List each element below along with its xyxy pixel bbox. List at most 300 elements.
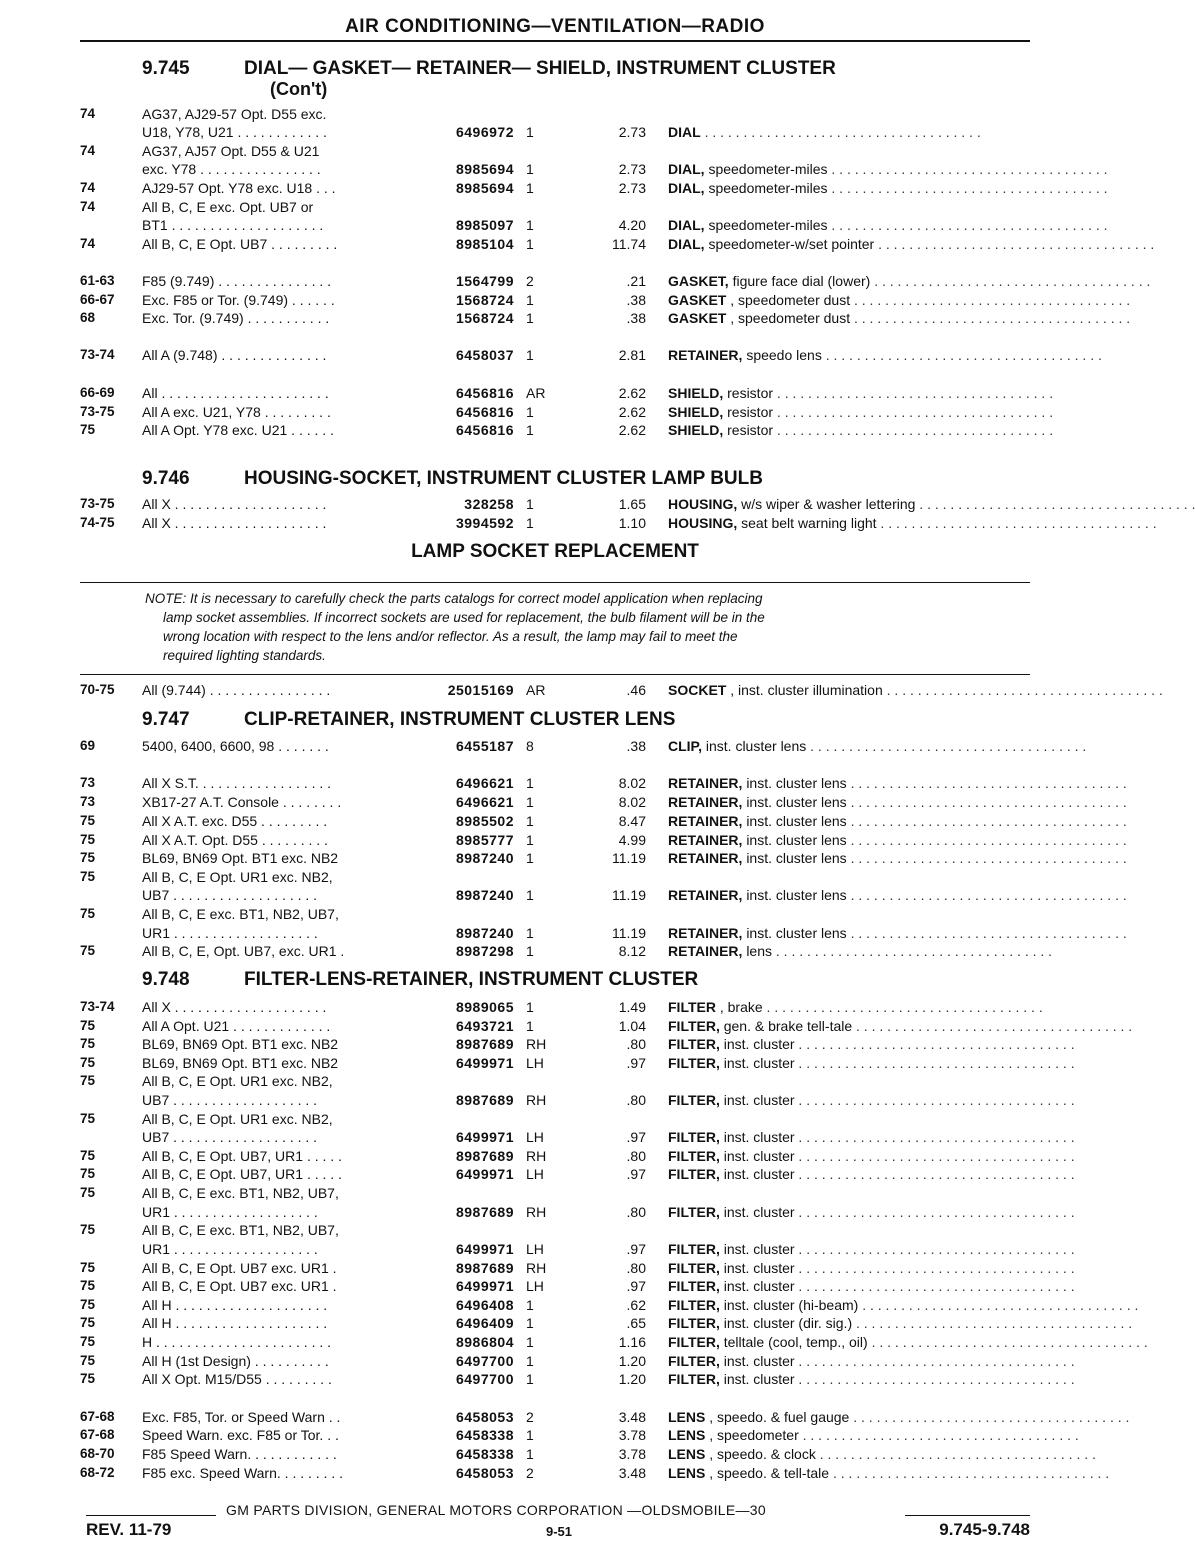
dot-leader: . . . . . . . . . . . . . . . . . . . . . . . . . . . . . . . . . . . . <box>794 1204 1075 1220</box>
footer-rule-right <box>905 1515 1030 1516</box>
price-cell: 8.02 <box>618 775 646 791</box>
price-cell: .62 <box>626 1297 646 1313</box>
dot-leader: . . . . . . . . . . . . . . . . . . . . . . . . . . . . . . . . . . . . <box>762 999 1043 1015</box>
application-cell: All A Opt. Y78 exc. U21 . . . . . . <box>142 422 334 438</box>
application-cell: 5400, 6400, 6600, 98 . . . . . . . <box>142 738 329 754</box>
part-detail: inst. cluster lens <box>746 925 847 941</box>
part-name: SHIELD, <box>668 385 724 401</box>
part-number-cell: 6455187 <box>455 738 514 754</box>
part-number-cell: 6458037 <box>455 347 514 363</box>
table-row <box>80 1185 1030 1204</box>
quantity-cell: 1 <box>526 794 534 810</box>
table-row <box>80 1111 1030 1130</box>
table-row <box>80 1446 1096 1465</box>
year-cell: 75 <box>80 1018 96 1033</box>
part-number-cell: 6496621 <box>455 794 514 810</box>
table-row <box>80 869 1030 888</box>
section-heading: DIAL— GASKET— RETAINER— SHIELD, INSTRUMENT CLUSTER <box>244 58 836 79</box>
table-row <box>80 404 1054 423</box>
dot-leader: . . . . . . . . . . . . . . . . . . . . . . . . . . . . . . . . . . . . <box>915 496 1195 512</box>
section-9745-continued: (Con't) <box>270 79 328 99</box>
price-cell: 11.19 <box>612 887 646 903</box>
price-cell: .97 <box>626 1278 646 1294</box>
table-row <box>80 1297 1139 1316</box>
dot-leader: . . . . . . . . . . . . . . . . . . . . . . . . . . . . . . . . . . . . <box>794 1353 1075 1369</box>
part-detail: inst. cluster lens <box>746 813 847 829</box>
table-row <box>80 1353 1075 1372</box>
year-cell: 75 <box>80 1166 96 1181</box>
note-bottom-rule <box>80 674 1030 675</box>
table-row <box>80 1148 1075 1167</box>
part-number-cell: 8987689 <box>455 1092 514 1108</box>
description-cell <box>668 832 1127 848</box>
description-cell <box>668 1166 1075 1182</box>
dot-leader: . . . . . . . . . . . . . . . . . . . . . . . . . . . . . . . . . . . . <box>858 1297 1139 1313</box>
table-row <box>80 1073 1030 1092</box>
quantity-cell: RH <box>526 1148 547 1164</box>
part-name: SOCKET <box>668 682 727 698</box>
lamp-socket-title: LAMP SOCKET REPLACEMENT <box>411 541 699 562</box>
part-detail: speedometer-w/set pointer <box>708 236 875 252</box>
part-number-cell: 6496409 <box>455 1315 514 1331</box>
description-cell <box>668 794 1127 810</box>
table-row <box>80 1465 1110 1484</box>
description-cell <box>668 1278 1075 1294</box>
section-9746-title <box>142 468 763 490</box>
quantity-cell: LH <box>526 1278 544 1294</box>
part-name: FILTER, <box>668 1297 720 1313</box>
year-cell: 74 <box>80 180 96 195</box>
page-number: 9-51 <box>546 1524 573 1539</box>
quantity-cell: 1 <box>526 1297 534 1313</box>
part-name: LENS <box>668 1465 706 1481</box>
year-cell: 69 <box>80 738 96 753</box>
application-cell: All . . . . . . . . . . . . . . . . . . . . . . <box>142 385 329 401</box>
table-row <box>80 1371 1075 1390</box>
dot-leader: . . . . . . . . . . . . . . . . . . . . . . . . . . . . . . . . . . . . <box>852 1315 1133 1331</box>
part-name: FILTER, <box>668 1018 720 1034</box>
year-cell: 73-75 <box>80 496 115 511</box>
application-cell: All X . . . . . . . . . . . . . . . . . . . . <box>142 496 327 512</box>
part-number-cell: 6456816 <box>455 385 514 401</box>
dot-leader: . . . . . . . . . . . . . . . . . . . . . . . . . . . . . . . . . . . . <box>798 1427 1079 1443</box>
year-cell: 70-75 <box>80 682 115 697</box>
part-name: FILTER <box>668 999 716 1015</box>
description-cell <box>668 1018 1133 1034</box>
description-cell <box>668 347 1102 363</box>
quantity-cell: 1 <box>526 925 534 941</box>
table-row <box>80 496 1195 515</box>
year-cell: 67-68 <box>80 1427 115 1442</box>
part-name: FILTER, <box>668 1260 720 1276</box>
table-row <box>80 738 1087 757</box>
table-row <box>80 347 1102 366</box>
part-number-cell: 6499971 <box>455 1241 514 1257</box>
table-row <box>80 943 1053 962</box>
dot-leader: . . . . . . . . . . . . . . . . . . . . . . . . . . . . . . . . . . . . <box>846 925 1127 941</box>
table-row <box>80 143 1030 162</box>
part-name: DIAL <box>668 124 701 140</box>
quantity-cell: 1 <box>526 850 534 866</box>
table-row <box>80 385 1054 404</box>
quantity-cell: 1 <box>526 515 534 531</box>
table-row <box>80 310 1131 329</box>
table-row <box>80 422 1054 441</box>
application-cell: All X . . . . . . . . . . . . . . . . . . . . <box>142 999 327 1015</box>
part-detail: telltale (cool, temp., oil) <box>723 1334 868 1350</box>
description-cell <box>668 887 1127 903</box>
dot-leader: . . . . . . . . . . . . . . . . . . . . . . . . . . . . . . . . . . . . <box>794 1371 1075 1387</box>
part-detail: inst. cluster lens <box>746 775 847 791</box>
application-cell: All X Opt. M15/D55 . . . . . . . . . <box>142 1371 332 1387</box>
section-heading: CLIP-RETAINER, INSTRUMENT CLUSTER LENS <box>244 709 676 730</box>
quantity-cell: 1 <box>526 124 534 140</box>
table-row <box>80 217 1108 236</box>
application-cell: AJ29-57 Opt. Y78 exc. U18 . . . <box>142 180 336 196</box>
description-cell <box>668 1371 1075 1387</box>
description-cell <box>668 124 1030 140</box>
application-cell: All B, C, E exc. BT1, NB2, UB7, <box>142 1185 339 1201</box>
application-cell: All A exc. U21, Y78 . . . . . . . . . <box>142 404 331 420</box>
part-name: CLIP, <box>668 738 702 754</box>
table-row <box>80 794 1127 813</box>
table-row <box>80 906 1030 925</box>
year-cell: 75 <box>80 1222 96 1237</box>
note-line: lamp socket assemblies. If incorrect sockets are used for replacement, the bulb filament will be in the <box>163 610 765 625</box>
description-cell <box>668 1465 1110 1481</box>
dot-leader: . . . . . . . . . . . . . . . . . . . . . . . . . . . . . . . . . . . . <box>850 292 1131 308</box>
part-name: SHIELD, <box>668 422 724 438</box>
description-cell <box>668 1055 1075 1071</box>
description-cell <box>668 496 1195 512</box>
application-cell: All X S.T. . . . . . . . . . . . . . . . . . <box>142 775 332 791</box>
dot-leader: . . . . . . . . . . . . . . . . . . . . . . . . . . . . . . . . . . . . <box>794 1166 1075 1182</box>
price-cell: 2.73 <box>618 161 646 177</box>
dot-leader: . . . . . . . . . . . . . . . . . . . . . . . . . . . . . . . . . . . . <box>829 1465 1110 1481</box>
dot-leader: . . . . . . . . . . . . . . . . . . . . . . . . . . . . . . . . . . . . <box>773 422 1054 438</box>
part-number-cell: 8987298 <box>455 943 514 959</box>
table-row <box>80 515 1157 534</box>
part-name: FILTER, <box>668 1166 720 1182</box>
table-row <box>80 292 1131 311</box>
price-cell: 1.04 <box>618 1018 646 1034</box>
price-cell: 2.62 <box>618 422 646 438</box>
price-cell: 3.48 <box>618 1409 646 1425</box>
section-9747-title <box>142 709 675 731</box>
year-cell: 74 <box>80 106 96 121</box>
part-detail: lens <box>746 943 772 959</box>
section-heading: FILTER-LENS-RETAINER, INSTRUMENT CLUSTER <box>244 969 699 990</box>
part-number-cell: 3994592 <box>455 515 514 531</box>
part-name: RETAINER, <box>668 887 743 903</box>
description-cell <box>668 1297 1139 1313</box>
table-row <box>80 1204 1075 1223</box>
section-number: 9.747 <box>142 709 190 730</box>
part-detail: figure face dial (lower) <box>732 273 871 289</box>
quantity-cell: RH <box>526 1204 547 1220</box>
part-detail: , speedo. & clock <box>709 1446 816 1462</box>
part-name: FILTER, <box>668 1036 720 1052</box>
part-detail: , speedo. & tell-tale <box>709 1465 830 1481</box>
page-header: AIR CONDITIONING—VENTILATION—RADIO <box>345 16 765 37</box>
price-cell: .65 <box>626 1315 646 1331</box>
section-range: 9.745-9.748 <box>939 1520 1030 1539</box>
price-cell: 1.20 <box>618 1353 646 1369</box>
description-cell <box>668 404 1054 420</box>
price-cell: .80 <box>626 1260 646 1276</box>
description-cell <box>668 850 1127 866</box>
year-cell: 75 <box>80 1334 96 1349</box>
note-line: wrong location with respect to the lens and/or reflector. As a result, the lamp may fail to meet the <box>163 629 738 644</box>
quantity-cell: RH <box>526 1260 547 1276</box>
quantity-cell: 1 <box>526 813 534 829</box>
part-detail: , inst. cluster illumination <box>730 682 883 698</box>
application-cell: Exc. F85 or Tor. (9.749) . . . . . . <box>142 292 335 308</box>
price-cell: 2.73 <box>618 124 646 140</box>
quantity-cell: 1 <box>526 496 534 512</box>
table-row <box>80 124 1030 143</box>
part-name: RETAINER, <box>668 943 743 959</box>
price-cell: .80 <box>626 1036 646 1052</box>
description-cell <box>668 943 1053 959</box>
part-name: HOUSING, <box>668 496 738 512</box>
price-cell: .97 <box>626 1166 646 1182</box>
quantity-cell: 1 <box>526 1334 534 1350</box>
year-cell: 75 <box>80 1185 96 1200</box>
year-cell: 73-74 <box>80 999 115 1014</box>
part-detail: inst. cluster lens <box>746 887 847 903</box>
dot-leader: . . . . . . . . . . . . . . . . . . . . . . . . . . . . . . . . . . . . <box>794 1278 1075 1294</box>
price-cell: 3.78 <box>618 1427 646 1443</box>
part-number-cell: 8987689 <box>455 1036 514 1052</box>
part-name: GASKET <box>668 310 727 326</box>
table-row <box>80 1129 1075 1148</box>
part-detail: resistor <box>727 422 774 438</box>
dot-leader: . . . . . . . . . . . . . . . . . . . . . . . . . . . . . . . . . . . . <box>852 1018 1133 1034</box>
description-cell <box>668 1260 1075 1276</box>
part-number-cell: 8989065 <box>455 999 514 1015</box>
price-cell: .97 <box>626 1129 646 1145</box>
part-detail: gen. & brake tell-tale <box>723 1018 853 1034</box>
dot-leader: . . . . . . . . . . . . . . . . . . . . . . . . . . . . . . . . . . . . <box>876 515 1157 531</box>
part-number-cell: 6496621 <box>455 775 514 791</box>
year-cell: 75 <box>80 850 96 865</box>
year-cell: 75 <box>80 1036 96 1051</box>
part-name: DIAL, <box>668 217 705 233</box>
quantity-cell: 1 <box>526 180 534 196</box>
part-detail: inst. cluster <box>723 1241 795 1257</box>
part-number-cell: 8987240 <box>455 925 514 941</box>
part-number-cell: 6458338 <box>455 1446 514 1462</box>
table-row <box>80 236 1155 255</box>
price-cell: 4.99 <box>618 832 646 848</box>
application-cell: All B, C, E exc. BT1, NB2, UB7, <box>142 906 339 922</box>
part-name: RETAINER, <box>668 850 743 866</box>
year-cell: 74 <box>80 143 96 158</box>
part-detail: speedo lens <box>746 347 822 363</box>
table-row <box>80 1055 1075 1074</box>
year-cell: 61-63 <box>80 273 115 288</box>
price-cell: 11.19 <box>612 850 646 866</box>
quantity-cell: 1 <box>526 887 534 903</box>
year-cell: 75 <box>80 1353 96 1368</box>
part-number-cell: 6456816 <box>455 404 514 420</box>
year-cell: 75 <box>80 906 96 921</box>
application-cell: All B, C, E Opt. UR1 exc. NB2, <box>142 869 333 885</box>
application-cell: All B, C, E exc. BT1, NB2, UB7, <box>142 1222 339 1238</box>
dot-leader: . . . . . . . . . . . . . . . . . . . . . . . . . . . . . . . . . . . . <box>794 1092 1075 1108</box>
section-number: 9.745 <box>142 58 190 79</box>
table-row <box>80 925 1127 944</box>
year-cell: 75 <box>80 1073 96 1088</box>
part-detail: inst. cluster <box>723 1129 795 1145</box>
description-cell <box>668 1129 1075 1145</box>
application-cell: Speed Warn. exc. F85 or Tor. . . <box>142 1427 339 1443</box>
part-name: DIAL, <box>668 236 705 252</box>
description-cell <box>668 1353 1075 1369</box>
part-name: RETAINER, <box>668 832 743 848</box>
part-number-cell: 8985777 <box>455 832 514 848</box>
dot-leader: . . . . . . . . . . . . . . . . . . . . . . . . . . . . . . . . . . . . <box>773 385 1054 401</box>
description-cell <box>668 310 1131 326</box>
year-cell: 75 <box>80 943 96 958</box>
part-name: RETAINER, <box>668 925 743 941</box>
description-cell <box>668 217 1108 233</box>
price-cell: 4.20 <box>618 217 646 233</box>
part-name: LENS <box>668 1409 706 1425</box>
quantity-cell: RH <box>526 1036 547 1052</box>
dot-leader: . . . . . . . . . . . . . . . . . . . . . . . . . . . . . . . . . . . . <box>704 124 981 140</box>
part-number-cell: 8987240 <box>455 887 514 903</box>
table-row <box>80 1260 1075 1279</box>
dot-leader: . . . . . . . . . . . . . . . . . . . . . . . . . . . . . . . . . . . . <box>827 217 1108 233</box>
year-cell: 75 <box>80 1297 96 1312</box>
part-number-cell: 8987689 <box>455 1204 514 1220</box>
dot-leader: . . . . . . . . . . . . . . . . . . . . . . . . . . . . . . . . . . . . <box>846 813 1127 829</box>
application-cell: All B, C, E Opt. UB7, UR1 . . . . . <box>142 1166 342 1182</box>
application-cell: F85 exc. Speed Warn. . . . . . . . . <box>142 1465 344 1481</box>
quantity-cell: 1 <box>526 310 534 326</box>
dot-leader: . . . . . . . . . . . . . . . . . . . . . . . . . . . . . . . . . . . . <box>794 1260 1075 1276</box>
dot-leader: . . . . . . . . . . . . . . . . . . . . . . . . . . . . . . . . . . . . <box>882 682 1163 698</box>
dot-leader: . . . . . . . . . . . . . . . . . . . . . . . . . . . . . . . . . . . . <box>794 1036 1075 1052</box>
year-cell: 75 <box>80 422 96 437</box>
part-number-cell: 6499971 <box>455 1055 514 1071</box>
part-detail: inst. cluster lens <box>746 850 847 866</box>
part-name: DIAL, <box>668 161 705 177</box>
year-cell: 75 <box>80 1148 96 1163</box>
quantity-cell: 2 <box>526 1409 534 1425</box>
quantity-cell: 1 <box>526 422 534 438</box>
part-number-cell: 8987240 <box>455 850 514 866</box>
part-name: GASKET, <box>668 273 729 289</box>
table-row <box>80 1278 1075 1297</box>
part-name: LENS <box>668 1446 706 1462</box>
part-name: RETAINER, <box>668 813 743 829</box>
year-cell: 73 <box>80 794 96 809</box>
price-cell: 8.47 <box>618 813 646 829</box>
dot-leader: . . . . . . . . . . . . . . . . . . . . . . . . . . . . . . . . . . . . <box>794 1148 1075 1164</box>
part-detail: inst. cluster <box>723 1260 795 1276</box>
table-row <box>80 887 1127 906</box>
header-rule <box>80 40 1030 42</box>
dot-leader: . . . . . . . . . . . . . . . . . . . . . . . . . . . . . . . . . . . . <box>846 887 1127 903</box>
part-name: FILTER, <box>668 1241 720 1257</box>
part-name: RETAINER, <box>668 775 743 791</box>
table-row <box>80 1222 1030 1241</box>
price-cell: .97 <box>626 1055 646 1071</box>
part-detail: inst. cluster <box>723 1148 795 1164</box>
application-cell: UR1 . . . . . . . . . . . . . . . . . . . <box>142 925 318 941</box>
part-number-cell: 6496972 <box>455 124 514 140</box>
quantity-cell: LH <box>526 1241 544 1257</box>
description-cell <box>668 1334 1148 1350</box>
application-cell: BL69, BN69 Opt. BT1 exc. NB2 <box>142 1036 339 1052</box>
price-cell: .80 <box>626 1148 646 1164</box>
dot-leader: . . . . . . . . . . . . . . . . . . . . . . . . . . . . . . . . . . . . <box>827 161 1108 177</box>
part-detail: inst. cluster <box>723 1166 795 1182</box>
part-number-cell: 8987689 <box>455 1148 514 1164</box>
year-cell: 75 <box>80 1315 96 1330</box>
year-cell: 67-68 <box>80 1409 115 1424</box>
description-cell <box>668 1427 1079 1443</box>
part-number-cell: 8985097 <box>455 217 514 233</box>
description-cell <box>668 1315 1133 1331</box>
description-cell <box>668 813 1127 829</box>
dot-leader: . . . . . . . . . . . . . . . . . . . . . . . . . . . . . . . . . . . . <box>772 943 1053 959</box>
application-cell: F85 Speed Warn. . . . . . . . . . . . <box>142 1446 337 1462</box>
note-block <box>145 589 1025 665</box>
part-detail: inst. cluster <box>723 1353 795 1369</box>
part-detail: inst. cluster <box>723 1092 795 1108</box>
part-number-cell: 6493721 <box>455 1018 514 1034</box>
quantity-cell: 1 <box>526 1018 534 1034</box>
dot-leader: . . . . . . . . . . . . . . . . . . . . . . . . . . . . . . . . . . . . <box>846 850 1127 866</box>
part-detail: , speedo. & fuel gauge <box>709 1409 850 1425</box>
description-cell <box>668 515 1157 531</box>
part-number-cell: 6499971 <box>455 1166 514 1182</box>
table-row <box>80 813 1127 832</box>
year-cell: 68-72 <box>80 1465 115 1480</box>
quantity-cell: 1 <box>526 1427 534 1443</box>
note-top-rule <box>80 582 1030 583</box>
year-cell: 66-69 <box>80 385 115 400</box>
section-number: 9.748 <box>142 969 190 990</box>
table-row <box>80 1409 1130 1428</box>
note-line: NOTE: It is necessary to carefully check the parts catalogs for correct model application when replacing <box>145 591 763 606</box>
section-heading: HOUSING-SOCKET, INSTRUMENT CLUSTER LAMP BULB <box>244 468 763 489</box>
part-number-cell: 1564799 <box>455 273 514 289</box>
part-detail: inst. cluster <box>723 1036 795 1052</box>
price-cell: .38 <box>626 738 646 754</box>
price-cell: .80 <box>626 1092 646 1108</box>
part-number-cell: 6458053 <box>455 1465 514 1481</box>
application-cell: XB17-27 A.T. Console . . . . . . . . <box>142 794 342 810</box>
part-number-cell: 6456816 <box>455 422 514 438</box>
application-cell: All B, C, E Opt. UB7, UR1 . . . . . <box>142 1148 342 1164</box>
price-cell: 11.74 <box>612 236 646 252</box>
part-number-cell: 6496408 <box>455 1297 514 1313</box>
part-detail: inst. cluster lens <box>746 794 847 810</box>
quantity-cell: 1 <box>526 1315 534 1331</box>
part-name: FILTER, <box>668 1315 720 1331</box>
description-cell <box>668 925 1127 941</box>
quantity-cell: 1 <box>526 347 534 363</box>
table-row <box>80 161 1108 180</box>
dot-leader: . . . . . . . . . . . . . . . . . . . . . . . . . . . . . . . . . . . . <box>846 832 1127 848</box>
application-cell: All X A.T. exc. D55 . . . . . . . . . <box>142 813 328 829</box>
application-cell: All B, C, E Opt. UB7 . . . . . . . . . <box>142 236 338 252</box>
